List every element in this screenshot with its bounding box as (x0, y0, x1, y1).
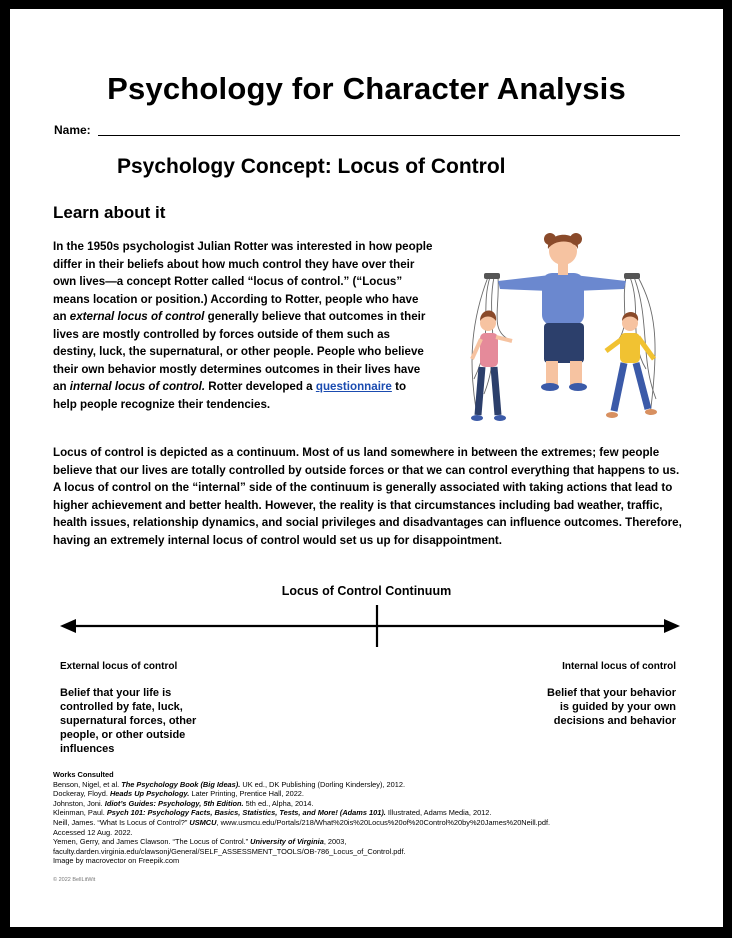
image-credit: Image by macrovector on Freepik.com (53, 856, 180, 866)
reference: Yemen, Gerry, and James Clawson. “The Locus of Control.” University of Virginia, 2003, (53, 837, 347, 847)
external-description: Belief that your life is controlled by fate, luck, supernatural forces, other people, or other outside influences (60, 687, 197, 755)
reference: Dockeray, Floyd. Heads Up Psychology. Later Printing, Prentice Hall, 2022. (53, 789, 304, 799)
reference: Neill, James. “What Is Locus of Control?” USMCU, www.usmcu.edu/Portals/218/What%20is%20Locus%20of%20Control%20by%20James%20Neill.pdf. (53, 817, 551, 827)
reference: Accessed 12 Aug. 2022. (53, 827, 133, 837)
intro-text: In the 1950s psychologist Julian Rotter was interested in how people differ in their beliefs about how much control they have over their own lives—a concept Rotter called “locus of control.” (“Locus” means location or position.) According to Rotter, people who have an (53, 240, 433, 323)
left-arrowhead (60, 619, 76, 633)
external-term: external locus of control (69, 310, 205, 323)
copyright: © 2022 BellLitWit (53, 877, 96, 883)
works-consulted-heading: Works Consulted (53, 770, 114, 779)
name-blank-line[interactable] (98, 135, 680, 136)
intro-paragraph (53, 238, 433, 413)
puppeteer-illustration (450, 219, 680, 439)
right-arrowhead (664, 619, 680, 633)
continuum-line (54, 603, 686, 653)
name-label: Name: (54, 123, 91, 137)
external-heading: External locus of control (60, 661, 178, 672)
internal-heading: Internal locus of control (562, 661, 676, 672)
reference: Johnston, Joni. Idiot’s Guides: Psychology, 5th Edition. 5th ed., Alpha, 2014. (53, 798, 314, 808)
intro-text: to help people recognize their tendencies. (53, 380, 407, 411)
name-row (54, 123, 680, 141)
internal-description: Belief that your behavior is guided by your own decisions and behavior (547, 687, 676, 727)
puppeteer-figure (484, 233, 640, 391)
internal-term: internal locus of control. (69, 380, 206, 393)
learn-heading: Learn about it (53, 203, 166, 222)
continuum-paragraph: Locus of control is depicted as a continuum. Most of us land somewhere in between the extremes; few people believe that our lives are totally controlled by outside forces or that we can control everything that happens to us. A locus of control on the “internal” side of the continuum is generally associated with taking actions that lead to higher achievement and better health. However, the reality is that circumstances including bad weather, traffic, health issues, relationship dynamics, and social privileges and disadvantages can influence outcomes. Therefore, having an extremely internal locus of control would set us up for disappointment. (53, 446, 682, 547)
girl-puppet (471, 311, 512, 422)
reference: faculty.darden.virginia.edu/clawsonj/General/SELF_ASSESSMENT_TOOLS/OB-786_Locus_of_Control.pdf. (53, 846, 406, 856)
works-consulted (53, 770, 693, 866)
intro-text: generally believe that outcomes in their lives are mostly controlled by forces outside of them such as destiny, luck, the supernatural, or other people. People who believe their own behavior mostly determines outcomes in their lives have an (53, 310, 426, 393)
questionnaire-link[interactable]: questionnaire (315, 380, 392, 393)
boy-puppet (606, 312, 657, 418)
concept-heading: Psychology Concept: Locus of Control (117, 155, 506, 178)
reference: Kleinman, Paul. Psych 101: Psychology Facts, Basics, Statistics, Tests, and More! (Adams 101). Illustrated, Adams Media, 2012. (53, 808, 492, 818)
worksheet-page (10, 9, 723, 927)
reference: Benson, Nigel, et al. The Psychology Book (Big Ideas). UK ed., DK Publishing (Dorling Kindersley), 2012. (53, 779, 406, 789)
page-title: Psychology for Character Analysis (107, 71, 626, 106)
intro-text: Rotter developed a (205, 380, 316, 393)
continuum-title: Locus of Control Continuum (281, 584, 452, 598)
